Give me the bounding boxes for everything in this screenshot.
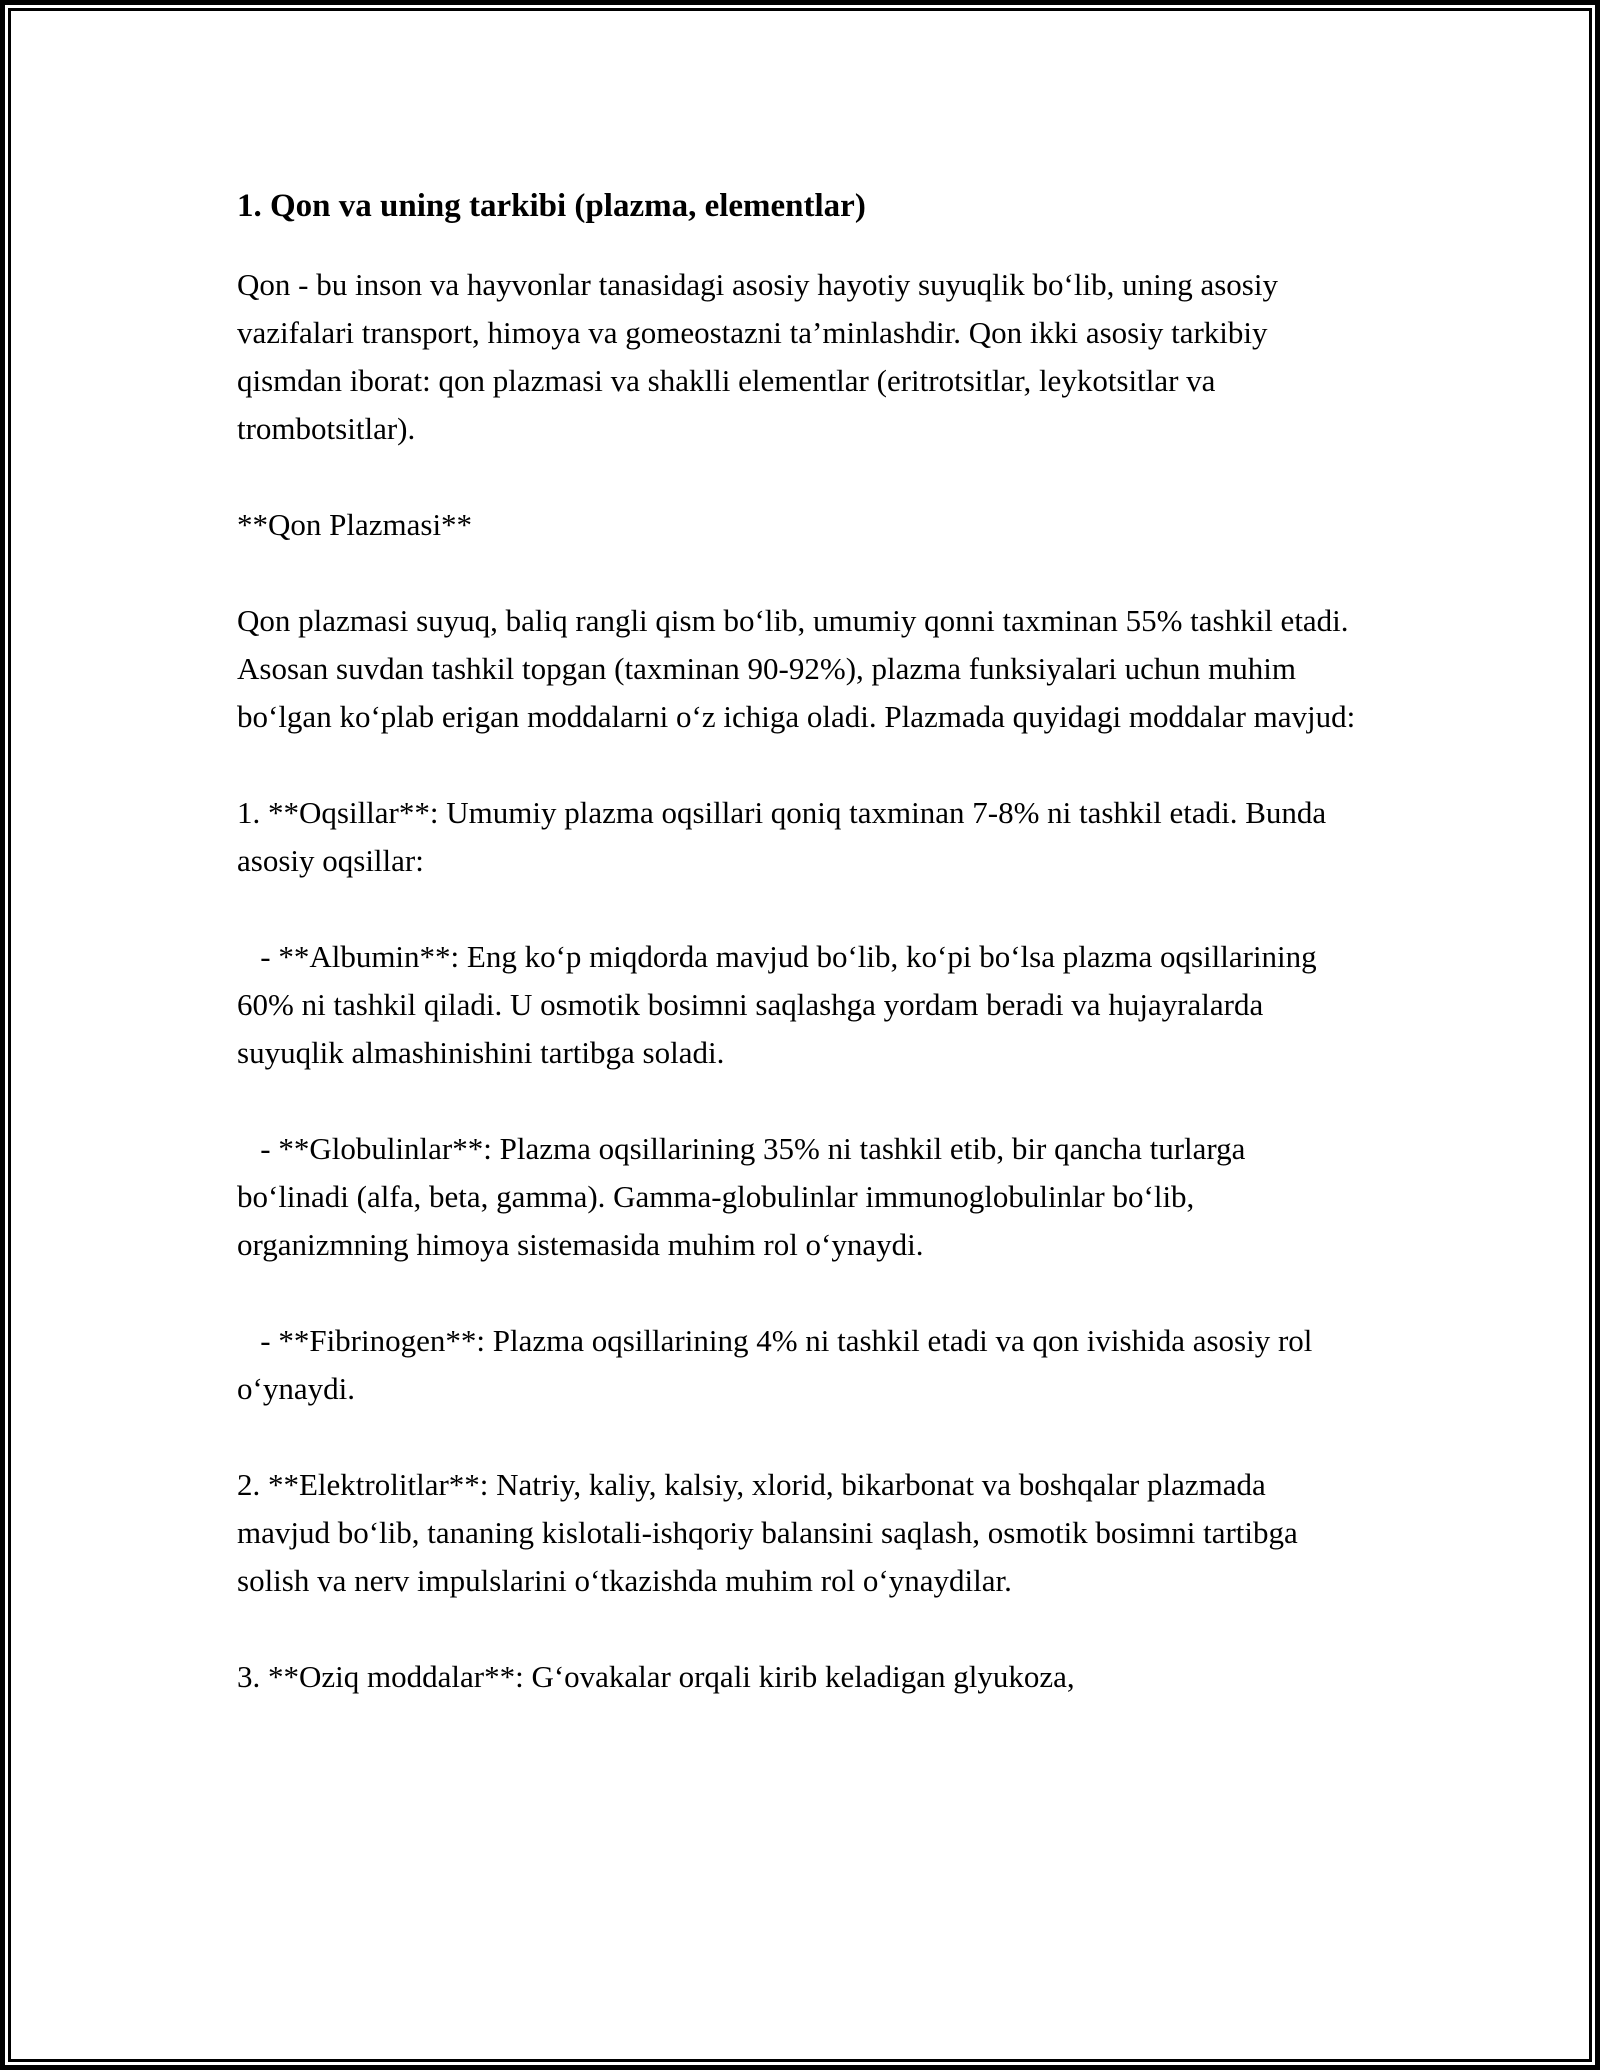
- paragraph-item-proteins: 1. **Oqsillar**: Umumiy plazma oqsillari qoniq taxminan 7-8% ni tashkil etadi. Bunda asosiy oqsillar:: [237, 795, 1334, 878]
- paragraph-subitem-fibrinogen: - **Fibrinogen**: Plazma oqsillarining 4% ni tashkil etadi va qon ivishida asosiy rol o‘ynaydi.: [237, 1323, 1321, 1406]
- paragraph-plasma-description: Qon plazmasi suyuq, baliq rangli qism bo‘lib, umumiy qonni taxminan 55% tashkil etadi. Asosan suvdan tashkil topgan (taxminan 90-92%), plazma funksiyalari uchun muhim bo‘lgan ko‘plab erigan moddalarni o‘z ichiga oladi. Plazmada quyidagi moddalar mavjud:: [237, 603, 1356, 734]
- paragraph-intro: Qon - bu inson va hayvonlar tanasidagi asosiy hayotiy suyuqlik bo‘lib, uning asosiy vazifalari transport, himoya va gomeostazni ta’minlashdir. Qon ikki asosiy tarkibiy qismdan iborat: qon plazmasi va shaklli elementlar (eritrotsitlar, leykotsitlar va trombotsitlar).: [237, 267, 1286, 446]
- paragraph-item-nutrients: 3. **Oziq moddalar**: G‘ovakalar orqali kirib keladigan glyukoza,: [237, 1659, 1075, 1694]
- paragraph-subitem-globulins: - **Globulinlar**: Plazma oqsillarining 35% ni tashkil etib, bir qancha turlarga bo‘linadi (alfa, beta, gamma). Gamma-globulinlar immunoglobulinlar bo‘lib, organizmning himoya sistemasida muhim rol o‘ynaydi.: [237, 1131, 1254, 1262]
- paragraph-subitem-albumin: - **Albumin**: Eng ko‘p miqdorda mavjud bo‘lib, ko‘pi bo‘lsa plazma oqsillarining 60% ni tashkil qiladi. U osmotik bosimni saqlashga yordam beradi va hujayralarda suyuqlik almashinishini tartibga soladi.: [237, 939, 1325, 1070]
- document-page: [8, 8, 1592, 2062]
- paragraph-item-electrolytes: 2. **Elektrolitlar**: Natriy, kaliy, kalsiy, xlorid, bikarbonat va boshqalar plazmada mavjud bo‘lib, tananing kislotali-ishqoriy balansini saqlash, osmotik bosimni tartibga solish va nerv impulslarini o‘tkazishda muhim rol o‘ynaydilar.: [237, 1467, 1306, 1598]
- paragraph-plasma-heading: **Qon Plazmasi**: [237, 507, 473, 542]
- page-title: 1. Qon va uning tarkibi (plazma, elementlar): [237, 188, 866, 224]
